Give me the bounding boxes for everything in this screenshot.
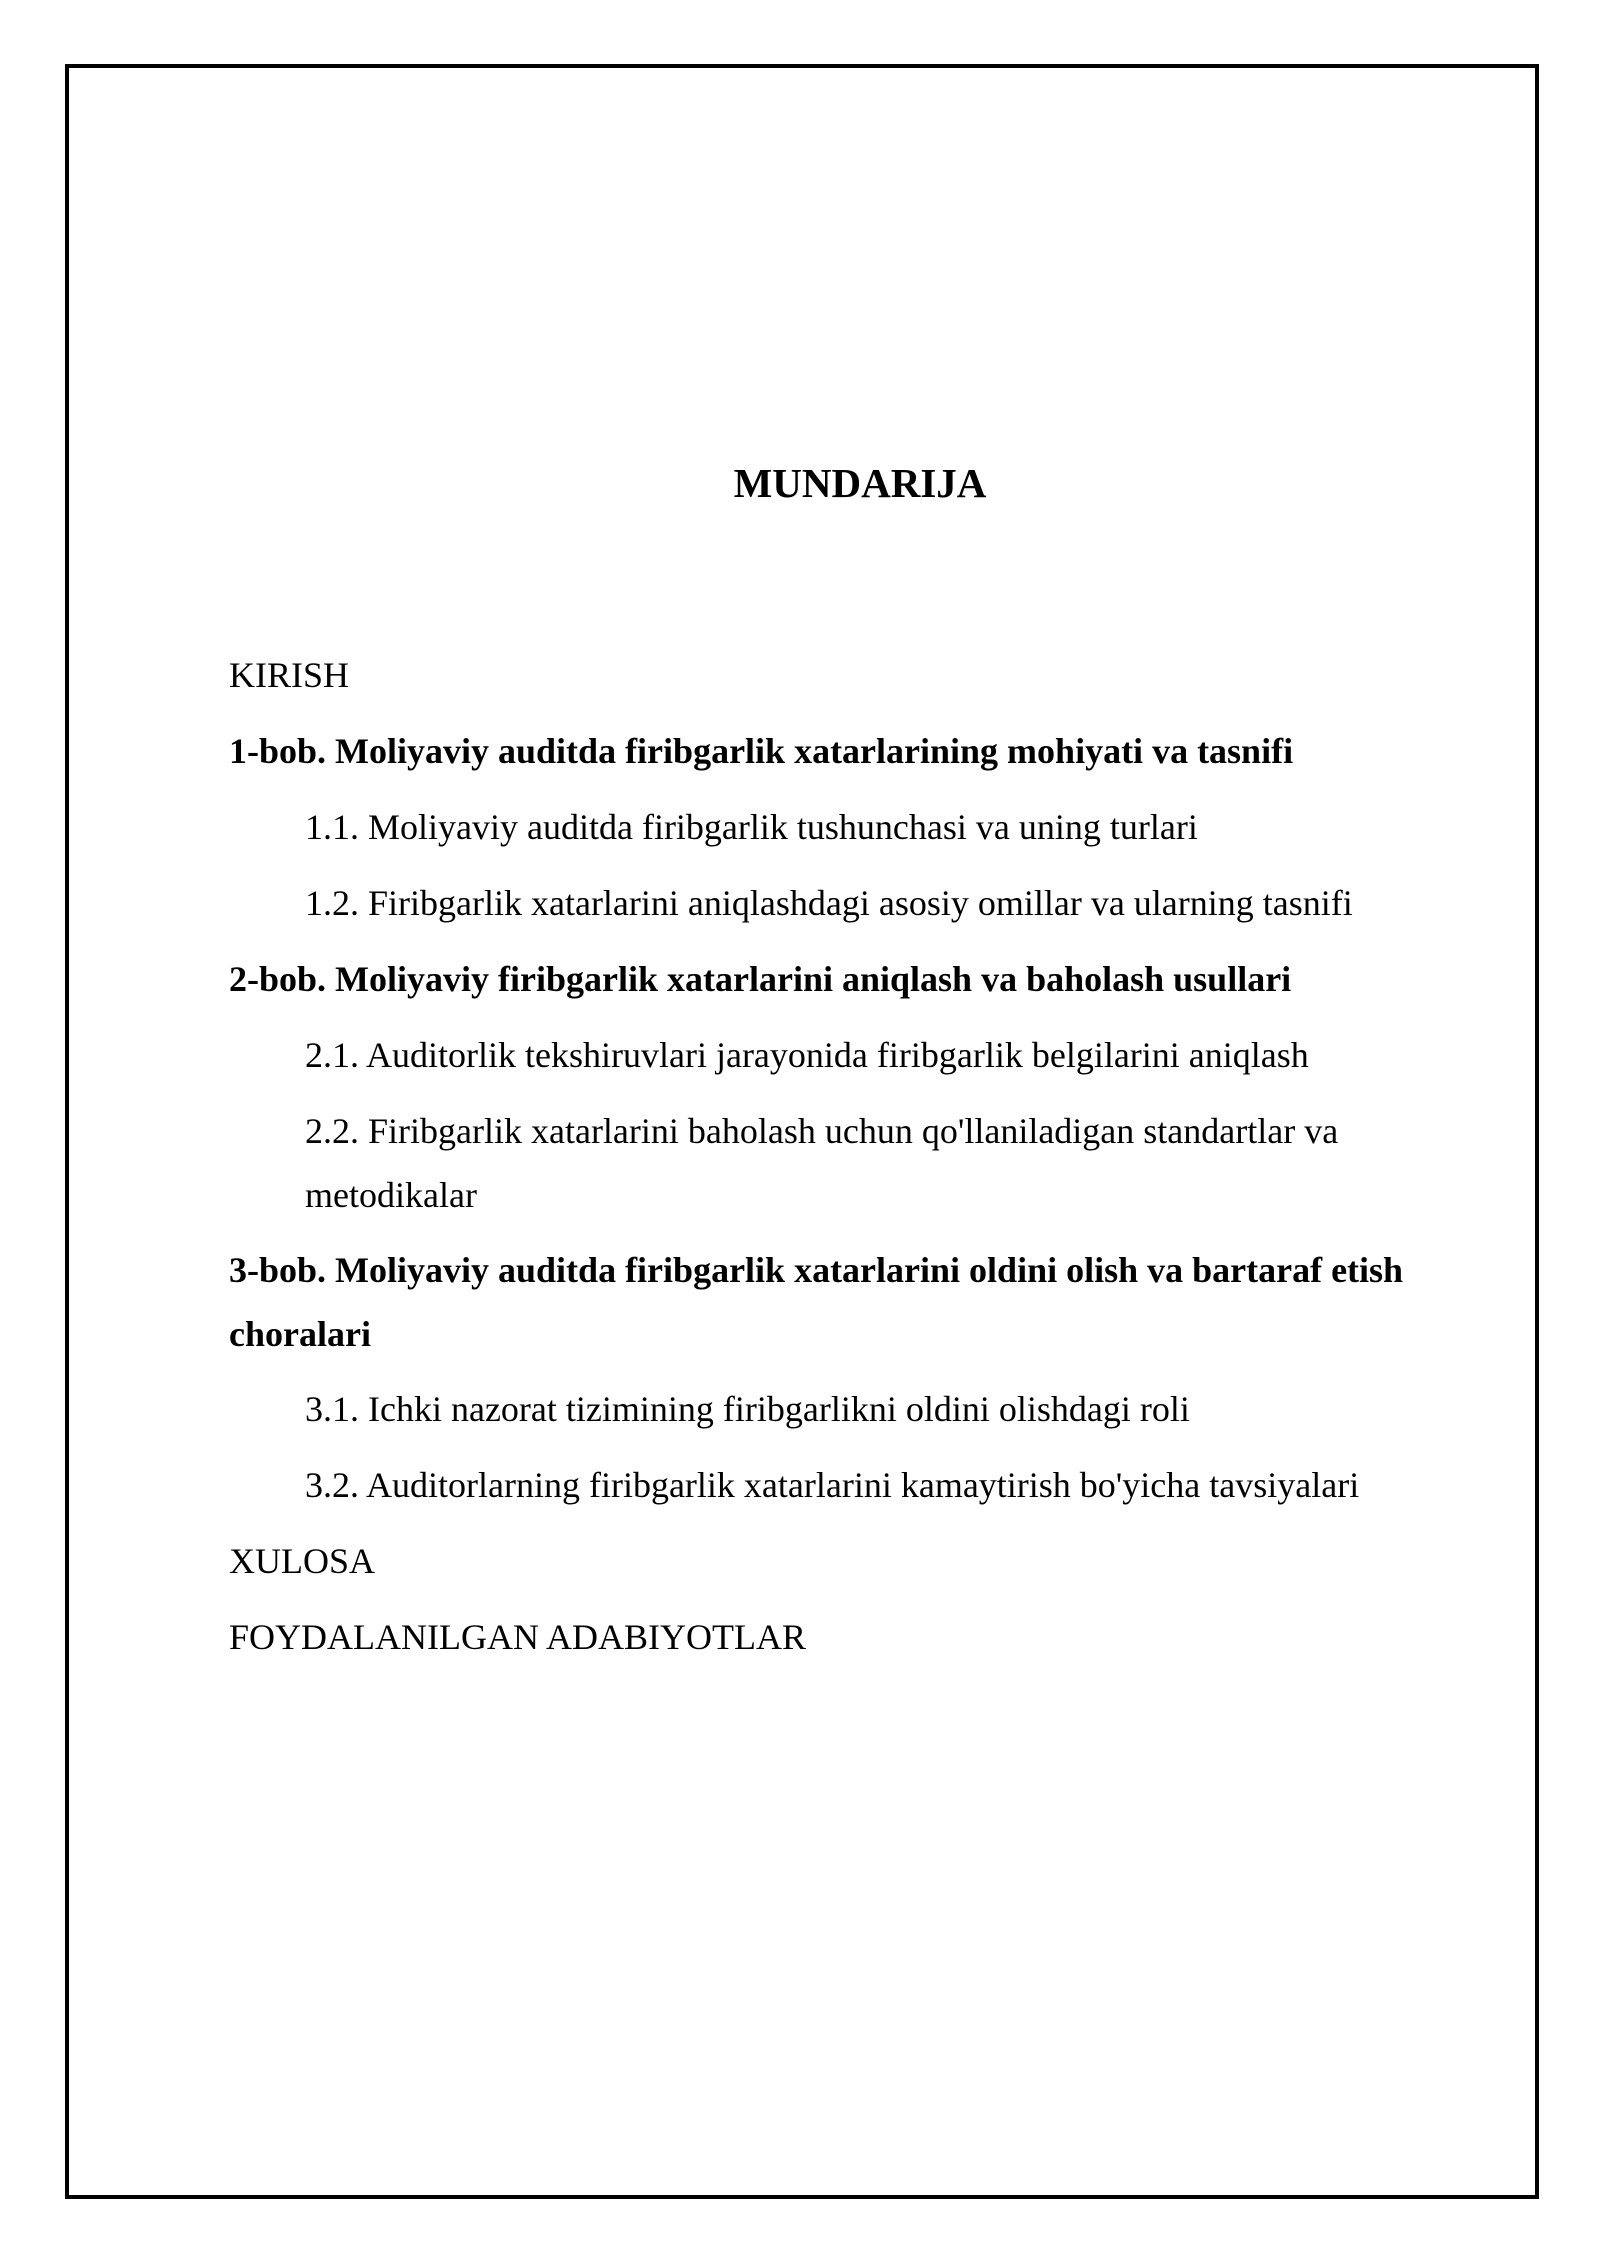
toc-section-title: 3.1. Ichki nazorat tizimining firibgarlikni oldini olishdagi roli — [305, 1389, 1190, 1429]
toc-entry-xulosa — [229, 1529, 1479, 1594]
page-title: MUNDARIJA — [733, 460, 987, 506]
toc-section-title: 3.2. Auditorlarning firibgarlik xatarlarini kamaytirish bo'yicha tavsiyalari — [305, 1465, 1360, 1505]
toc-entry-text: FOYDALANILGAN ADABIYOTLAR — [229, 1617, 806, 1657]
toc-entry-text: XULOSA — [229, 1541, 376, 1581]
toc-section-title: 2.1. Auditorlik tekshiruvlari jarayonida firibgarlik belgilarini aniqlash — [305, 1035, 1309, 1075]
toc-section-1-2 — [229, 871, 1479, 936]
toc-section-title: 1.1. Moliyaviy auditda firibgarlik tushunchasi va uning turlari — [305, 807, 1198, 847]
toc-chapter-3 — [229, 1238, 1479, 1366]
toc-section-1-1 — [229, 795, 1479, 860]
toc-chapter-title: 1-bob. Moliyaviy auditda firibgarlik xatarlarining mohiyati va tasnifi — [229, 731, 1294, 771]
toc-chapter-title: 3-bob. Moliyaviy auditda firibgarlik xatarlarini oldini olish va bartaraf etish choralari — [229, 1250, 1404, 1354]
toc-section-2-2 — [229, 1099, 1479, 1227]
toc-section-2-1 — [229, 1023, 1479, 1088]
toc-section-title: 1.2. Firibgarlik xatarlarini aniqlashdagi asosiy omillar va ularning tasnifi — [305, 883, 1353, 923]
toc-section-3-1 — [229, 1377, 1479, 1442]
toc-entry-text: KIRISH — [229, 655, 350, 695]
table-of-contents — [229, 643, 1479, 1681]
toc-chapter-1 — [229, 719, 1479, 784]
toc-chapter-2 — [229, 947, 1479, 1012]
toc-entry-foydalanilgan-adabiyotlar — [229, 1605, 1479, 1670]
toc-section-title: 2.2. Firibgarlik xatarlarini baholash uchun qo'llaniladigan standartlar va metodikalar — [305, 1111, 1339, 1215]
toc-entry-kirish — [229, 643, 1479, 708]
toc-section-3-2 — [229, 1453, 1479, 1518]
toc-chapter-title: 2-bob. Moliyaviy firibgarlik xatarlarini aniqlash va baholash usullari — [229, 959, 1292, 999]
